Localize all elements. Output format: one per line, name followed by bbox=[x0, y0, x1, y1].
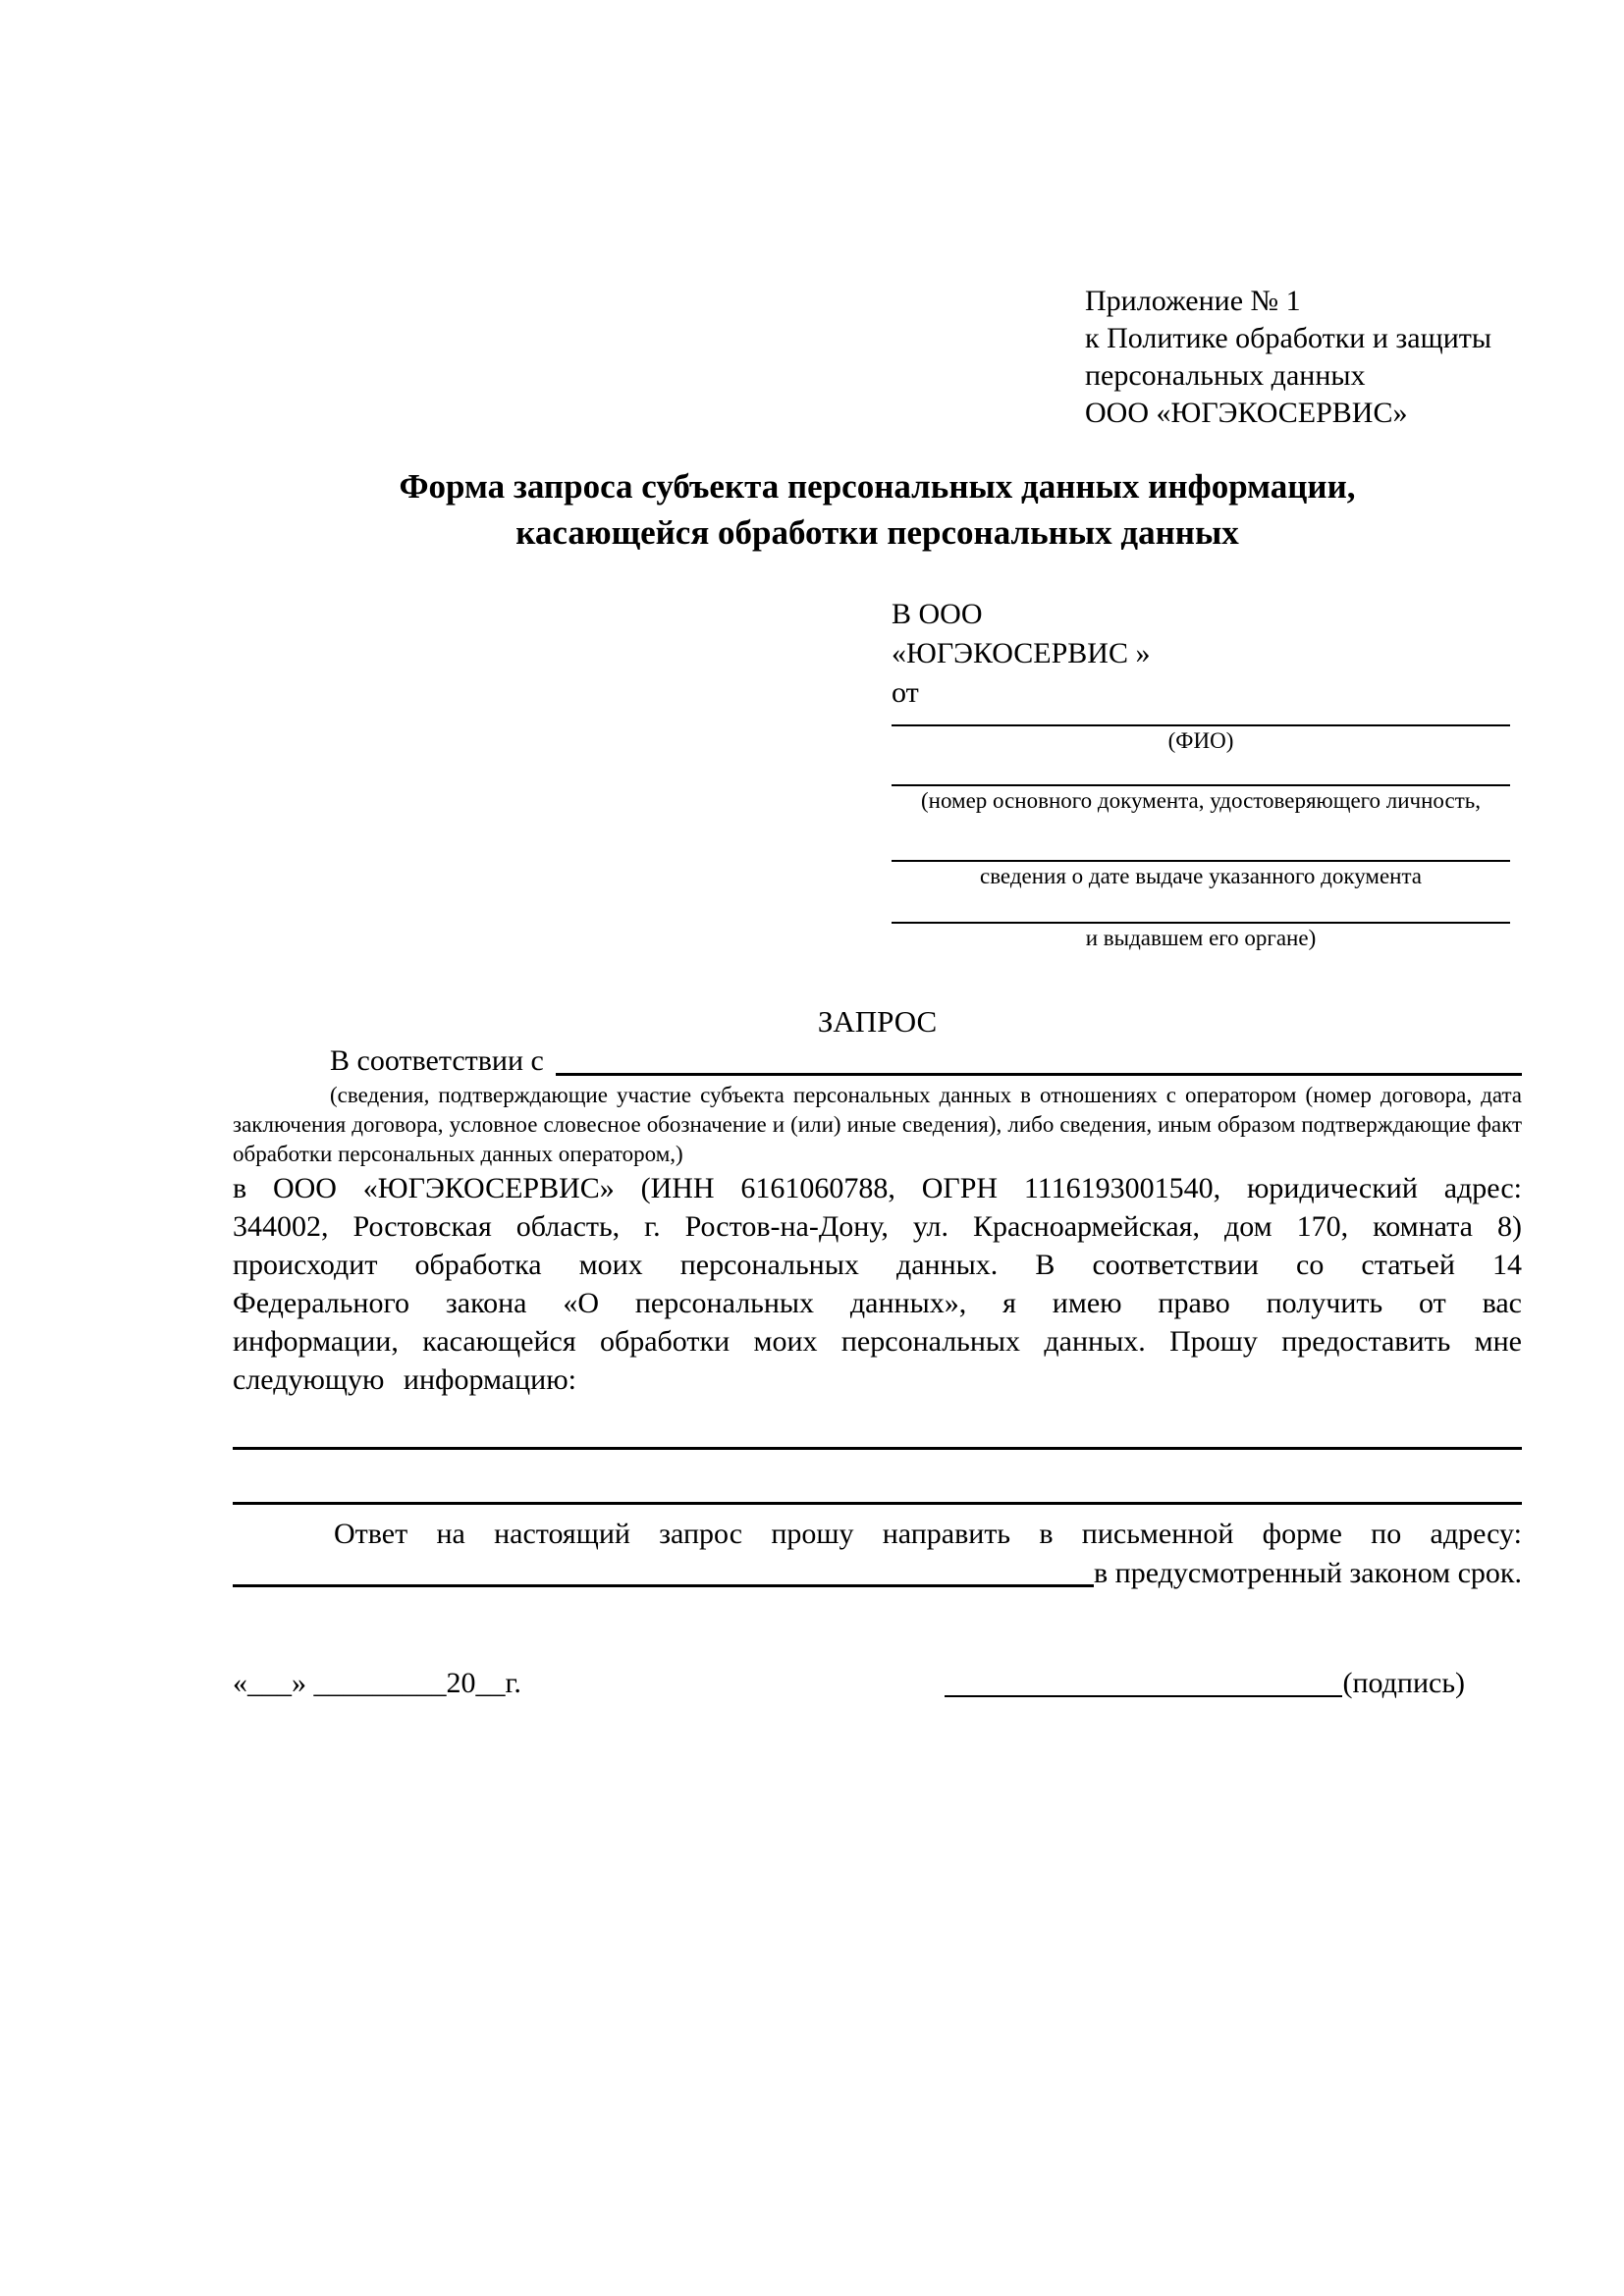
document-title-line-2: касающейся обработки персональных данных bbox=[515, 513, 1239, 552]
doc-number-caption: (номер основного документа, удостоверяющего личность, bbox=[920, 788, 1481, 813]
annex-note-line-3: персональных данных bbox=[1085, 359, 1366, 392]
reply-address-row bbox=[233, 1554, 1522, 1593]
signature-blank-line bbox=[945, 1695, 1342, 1697]
addressee-from-label: от bbox=[892, 676, 919, 709]
fio-blank-line bbox=[892, 713, 1510, 726]
reply-suffix: в предусмотренный законом срок. bbox=[1094, 1557, 1522, 1589]
request-heading: ЗАПРОС bbox=[817, 1004, 938, 1039]
request-note: (сведения, подтверждающие участие субъекта персональных данных в отношениях с оператором (номер договора, дата заключения договора, условное словесное обозначение и (или) иные сведения), либо сведения, иным образом подтверждающие факт обработки персональных данных оператором,) bbox=[233, 1083, 1522, 1166]
date-signature-row bbox=[233, 1664, 1522, 1703]
issue-date-caption: сведения о дате выдаче указанного документа bbox=[979, 864, 1423, 888]
annex-note-line-4: ООО «ЮГЭКОСЕРВИС» bbox=[1085, 397, 1408, 429]
annex-note-line-2: к Политике обработки и защиты bbox=[1085, 322, 1492, 354]
addressee-to-line-2: «ЮГЭКОСЕРВИС » bbox=[892, 637, 1151, 669]
signature-group bbox=[945, 1664, 1465, 1703]
addressee-block bbox=[892, 595, 1510, 953]
date-blank: «___» _________20__г. bbox=[233, 1667, 521, 1699]
request-intro-row bbox=[233, 1041, 1522, 1081]
answer-blank-line-2 bbox=[233, 1502, 1522, 1505]
issue-org-blank-line bbox=[892, 891, 1510, 924]
issue-date-blank-line bbox=[892, 816, 1510, 862]
request-body: в ООО «ЮГЭКОСЕРВИС» (ИНН 6161060788, ОГРН 1116193001540, юридический адрес: 344002, Ростовская область, г. Ростов-на-Дону, ул. Красноармейская, дом 170, комната 8) происходит обработка моих персональных данных. В соответствии со статьей 14 Федерального закона «О персональных данных», я имею право получить от вас информации, касающейся обработки моих персональных данных. Прошу предоставить мне следующую информацию: bbox=[233, 1172, 1522, 1396]
fio-caption: (ФИО) bbox=[1167, 728, 1234, 753]
issue-org-caption: и выдавшем его органе) bbox=[1085, 926, 1317, 950]
document-title bbox=[233, 463, 1522, 556]
answer-blank-line-1 bbox=[233, 1447, 1522, 1450]
annex-note bbox=[1085, 283, 1522, 432]
address-blank-line bbox=[233, 1584, 1094, 1587]
annex-note-line-1: Приложение № 1 bbox=[1085, 285, 1301, 317]
request-intro-label: В соответствии с bbox=[330, 1044, 544, 1077]
reply-instruction: Ответ на настоящий запрос прошу направить в письменной форме по адресу: bbox=[334, 1518, 1522, 1550]
document-title-line-1: Форма запроса субъекта персональных данных информации, bbox=[399, 467, 1356, 506]
doc-number-blank-line bbox=[892, 756, 1510, 786]
signature-caption: (подпись) bbox=[1342, 1667, 1465, 1699]
request-intro-blank-line bbox=[556, 1073, 1522, 1076]
addressee-to-line-1: В ООО bbox=[892, 598, 983, 630]
